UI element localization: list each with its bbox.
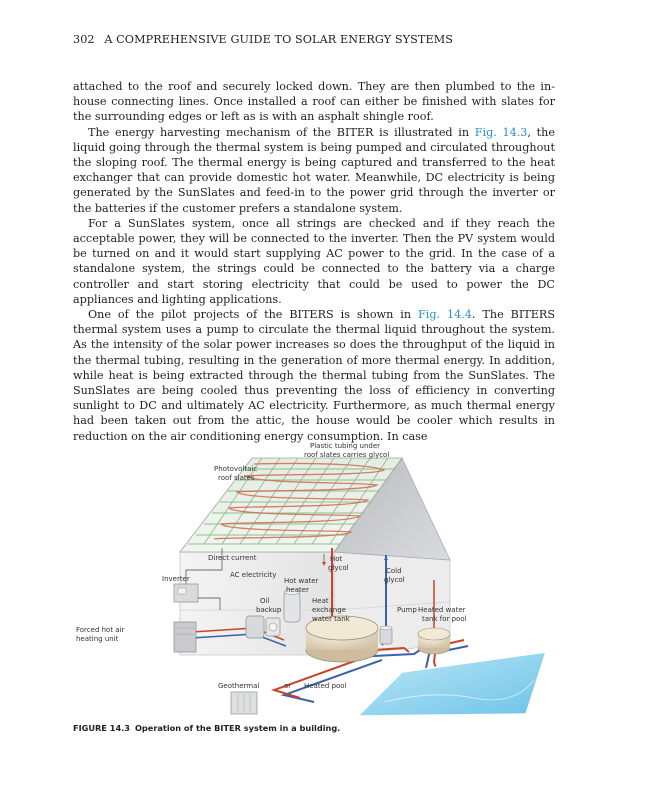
- paragraph-4-text-a: One of the pilot projects of the BITERS is shown in: [88, 308, 418, 322]
- label-plastic-tubing-2: roof slates carries glycol: [304, 451, 390, 459]
- body-text: [73, 79, 555, 444]
- label-heat-exchange-2: exchange: [312, 606, 346, 614]
- paragraph-4-text-b: . The BITERS thermal system uses a pump to circulate the thermal liquid throughout the system. As the intensity of the solar power increases so does the throughput of the liquid in the thermal tubing, resulting in the generation of more thermal energy. In addition, while heat is being extracted through the thermal tubing from the SunSlates. The SunSlates are being cooled thus preventing the loss of efficiency in converting sunlight to DC and ultimately AC electricity. Furthermore, as much thermal energy had been taken out from the attic, the house would be cooler which results in reduction on the air conditioning energy consumption. In case: [73, 308, 555, 443]
- book-title: A COMPREHENSIVE GUIDE TO SOLAR ENERGY SYSTEMS: [104, 33, 454, 46]
- label-oil-backup-1: Oil: [260, 597, 270, 605]
- label-ac-electricity: AC electricity: [230, 571, 277, 579]
- running-head: [73, 33, 453, 46]
- label-pump: Pump: [397, 606, 417, 614]
- label-heated-pool: Heated pool: [304, 682, 347, 690]
- label-or: or: [284, 682, 292, 690]
- paragraph-2-text-b: , the liquid going through the thermal system is being pumped and circulated throughout the sloping roof. The thermal energy is being captured and transferred to the heat exchanger that can provide domestic hot water. Meanwhile, DC electricity is being generated by the SunSlates and feed-in to the power grid through the inverter or the batteries if the customer prefers a standalone system.: [73, 125, 555, 215]
- figure-caption-label: FIGURE 14.3: [73, 723, 130, 733]
- geothermal-unit: [231, 692, 257, 714]
- label-geothermal: Geothermal: [218, 682, 260, 690]
- paragraph-3: For a SunSlates system, once all strings are checked and if they reach the acceptable power, they will be connected to the inverter. Then the PV system would be turned on and it would start supplying AC power to the grid. In the case of a standalone system, the strings could be connected to the battery via a charge controller and start storing electricity that could be used to power the DC appliances and lighting applications.: [73, 216, 555, 306]
- heated-pool: [358, 652, 546, 716]
- label-heated-water-tank-1: Heated water: [418, 606, 466, 614]
- forced-hot-air-unit: [174, 622, 196, 652]
- label-forced-hot-air-1: Forced hot air: [76, 626, 125, 634]
- label-plastic-tubing-1: Plastic tubing under: [310, 442, 381, 450]
- figure-caption: [73, 723, 340, 733]
- label-hot-water-heater-2: heater: [286, 586, 309, 594]
- paragraph-4: [73, 307, 555, 444]
- inverter: [174, 584, 198, 602]
- paragraph-2: [73, 125, 555, 216]
- figure-link-14-4[interactable]: Fig. 14.4: [418, 308, 472, 322]
- pump: [380, 626, 392, 644]
- label-heat-exchange-1: Heat: [312, 597, 329, 605]
- label-cold-glycol-2: glycol: [384, 576, 405, 584]
- label-pv-2: roof slates: [218, 474, 255, 482]
- figure-caption-text: Operation of the BITER system in a building.: [134, 723, 341, 733]
- page-number: 302: [73, 33, 95, 46]
- label-heat-exchange-3: water tank: [312, 615, 350, 623]
- oil-backup: [246, 616, 280, 638]
- label-inverter: Inverter: [162, 575, 190, 583]
- heated-water-tank-for-pool: [418, 628, 450, 654]
- figure-link-14-3[interactable]: Fig. 14.3: [474, 125, 528, 139]
- paragraph-1: attached to the roof and securely locked down. They are then plumbed to the in-house connecting lines. Once installed a roof can either be finished with slates for the surrounding edges or left as is with an asphalt shingle roof.: [73, 80, 555, 124]
- label-hot-glycol-2: glycol: [328, 564, 349, 572]
- hot-water-heater: [284, 590, 300, 623]
- label-pv-1: Photovoltaic: [214, 465, 258, 473]
- label-cold-glycol-1: Cold: [386, 567, 402, 575]
- figure-14-3: [76, 440, 562, 720]
- label-oil-backup-2: backup: [256, 606, 282, 614]
- label-direct-current: Direct current: [208, 554, 257, 562]
- label-forced-hot-air-2: heating unit: [76, 635, 119, 643]
- label-hot-water-heater-1: Hot water: [284, 577, 319, 585]
- label-heated-water-tank-2: tank for pool: [422, 615, 467, 623]
- biter-diagram: [76, 440, 562, 720]
- label-hot-glycol-1: Hot: [330, 555, 343, 563]
- paragraph-2-text-a: The energy harvesting mechanism of the BITER is illustrated in: [88, 125, 475, 139]
